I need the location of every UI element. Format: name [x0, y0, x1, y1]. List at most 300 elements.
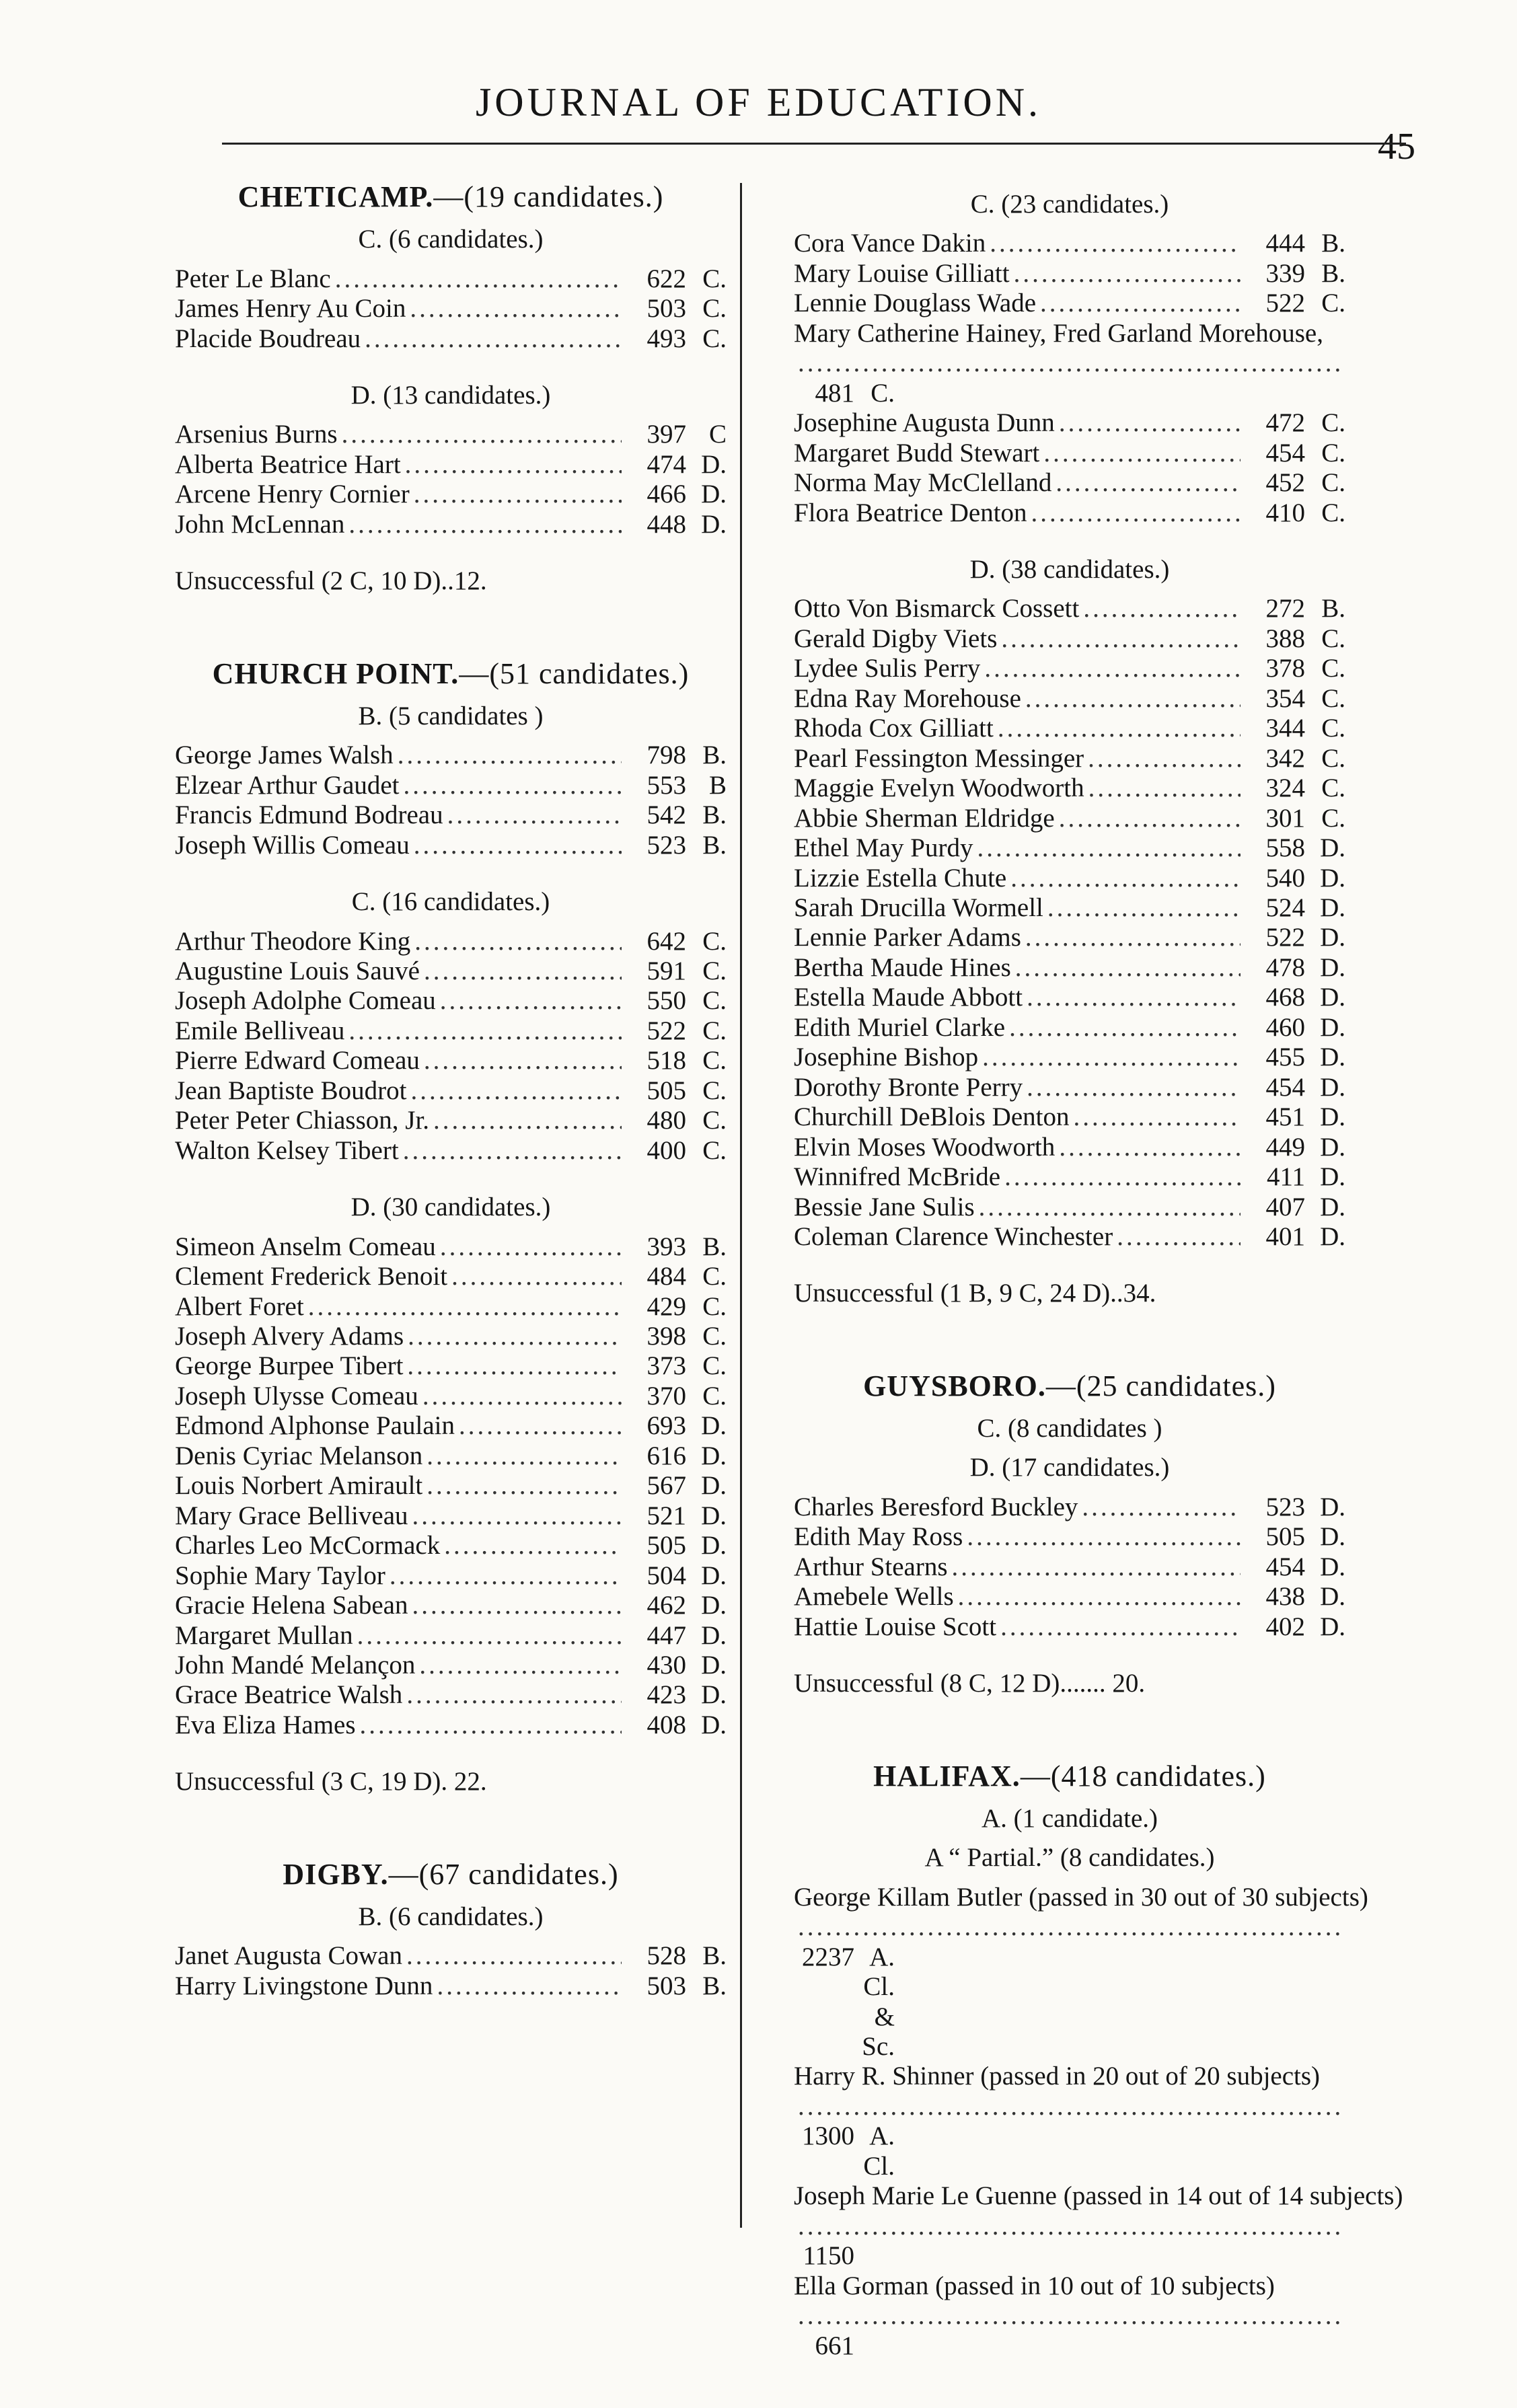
candidate-class: D. — [1320, 983, 1345, 1012]
candidate-score: 503 — [646, 1971, 686, 2000]
candidate-score: 503 — [646, 294, 686, 324]
candidate-class: C. — [1321, 683, 1345, 713]
candidate-list — [175, 1941, 727, 2001]
candidate-class: D. — [1320, 1492, 1345, 1521]
section-title — [794, 1369, 1345, 1403]
candidate-name: Amebele Wells — [794, 1582, 954, 1612]
candidate-name: Coleman Clarence Winchester — [794, 1221, 1113, 1251]
candidate-class: D. — [1320, 923, 1345, 952]
candidate-class: C — [708, 420, 727, 449]
candidate-score: 449 — [1265, 1132, 1305, 1162]
leader-dots — [977, 833, 1241, 863]
candidate-score: 478 — [1265, 952, 1305, 982]
right-column — [794, 180, 1403, 2408]
leader-dots — [984, 654, 1241, 683]
candidate-row — [794, 1552, 1345, 1582]
candidate-score: 402 — [1265, 1612, 1305, 1641]
candidate-class: D. — [1320, 1221, 1345, 1251]
candidate-score: 430 — [646, 1650, 686, 1680]
candidate-row — [794, 1882, 1368, 2062]
leader-dots — [419, 1651, 622, 1680]
leader-dots — [308, 1292, 622, 1322]
candidate-score: 401 — [1265, 1221, 1305, 1251]
candidate-score: 370 — [646, 1381, 686, 1410]
candidate-row — [794, 893, 1345, 923]
candidate-name: Harry R. Shinner (passed in 20 out of 20 subjects) — [794, 2062, 1321, 2091]
leader-dots — [357, 1621, 622, 1651]
candidate-name: Janet Augusta Cowan — [175, 1941, 402, 1971]
leader-dots — [1009, 1013, 1241, 1043]
candidate-score: 474 — [646, 449, 686, 479]
candidate-name: Augustine Louis Sauvé — [175, 956, 420, 986]
candidate-row — [175, 1046, 727, 1076]
candidate-name: Jean Baptiste Boudrot — [175, 1076, 407, 1105]
candidate-class: D. — [1320, 833, 1345, 863]
candidate-name: Estella Maude Abbott — [794, 983, 1023, 1012]
candidate-class: D. — [701, 480, 727, 509]
candidate-name: Joseph Adolphe Comeau — [175, 986, 436, 1016]
candidate-score: 505 — [646, 1531, 686, 1560]
candidate-score: 455 — [1265, 1043, 1305, 1072]
candidate-class: C. — [1321, 498, 1345, 527]
candidate-class: C. — [702, 1106, 727, 1135]
candidate-name: Clement Frederick Benoit — [175, 1262, 448, 1291]
grade-heading: D. (38 candidates.) — [969, 554, 1170, 584]
candidate-name: Harry Livingstone Dunn — [175, 1971, 433, 2000]
section-count: —(25 candidates.) — [1045, 1369, 1276, 1402]
candidate-row — [794, 2062, 1345, 2181]
candidate-name: Lennie Douglass Wade — [794, 289, 1037, 318]
candidate-row — [794, 983, 1345, 1012]
leader-dots — [398, 741, 622, 770]
candidate-name: Alberta Beatrice Hart — [175, 449, 401, 479]
candidate-class: C. — [1321, 654, 1345, 683]
section-title — [794, 1760, 1345, 1793]
candidate-name: James Henry Au Coin — [175, 294, 406, 324]
candidate-name: John Mandé Melançon — [175, 1650, 416, 1680]
candidate-score: 542 — [646, 800, 686, 830]
grade-heading: A. (1 candidate.) — [981, 1803, 1158, 1833]
candidate-row — [794, 1193, 1345, 1222]
candidate-score: 324 — [1265, 774, 1305, 803]
candidate-row — [175, 1016, 727, 1046]
leader-dots — [1000, 1612, 1241, 1642]
candidate-score: 591 — [646, 956, 686, 986]
candidate-name: Hattie Louise Scott — [794, 1612, 997, 1641]
candidate-class: B. — [1321, 258, 1345, 288]
candidate-class: D. — [1320, 1012, 1345, 1042]
candidate-score: 344 — [1265, 714, 1305, 743]
candidate-row — [175, 1710, 727, 1740]
candidate-row — [794, 624, 1345, 654]
leader-dots — [1015, 953, 1241, 983]
candidate-class: D. — [1320, 1522, 1345, 1552]
candidate-score: 454 — [1265, 1552, 1305, 1581]
candidate-name: Simeon Anselm Comeau — [175, 1232, 436, 1261]
candidate-name: Bertha Maude Hines — [794, 952, 1011, 982]
candidate-name: Charles Beresford Buckley — [794, 1492, 1078, 1521]
section-name: GUYSBORO. — [863, 1369, 1046, 1402]
candidate-name: Norma May McClelland — [794, 468, 1052, 498]
candidate-row — [794, 229, 1345, 258]
candidate-score: 272 — [1265, 594, 1305, 624]
candidate-name: Lennie Parker Adams — [794, 923, 1021, 952]
candidate-name: Mary Catherine Hainey, Fred Garland Morehouse, — [794, 318, 1323, 348]
leader-dots — [1010, 864, 1241, 893]
leader-dots — [440, 986, 622, 1016]
candidate-score: 550 — [646, 986, 686, 1016]
candidate-class: C. — [1321, 743, 1345, 773]
candidate-name: Sarah Drucilla Wormell — [794, 893, 1043, 922]
leader-dots — [406, 1680, 622, 1710]
candidate-row — [794, 2181, 1403, 2271]
candidate-score: 558 — [1265, 833, 1305, 863]
leader-dots — [424, 956, 622, 986]
candidate-score: 397 — [646, 420, 686, 449]
candidate-class: D. — [701, 449, 727, 479]
leader-dots — [1082, 1493, 1241, 1522]
candidate-name: Denis Cyriac Melanson — [175, 1441, 423, 1470]
candidate-list — [794, 594, 1345, 1252]
candidate-list — [175, 420, 727, 539]
candidate-class: C. — [1321, 803, 1345, 833]
candidate-score: 1300 — [802, 2121, 854, 2151]
candidate-score: 518 — [646, 1046, 686, 1076]
candidate-score: 393 — [646, 1232, 686, 1261]
leader-dots — [390, 1561, 622, 1591]
leader-dots — [982, 1043, 1241, 1072]
leader-dots — [405, 450, 622, 480]
candidate-class: C. — [702, 986, 727, 1016]
candidate-name: Flora Beatrice Denton — [794, 498, 1027, 527]
candidate-class: C. — [702, 1262, 727, 1291]
candidate-name: Pierre Edward Comeau — [175, 1046, 420, 1076]
candidate-row — [175, 510, 727, 539]
candidate-row — [794, 1073, 1345, 1102]
section-name: CHURCH POINT. — [212, 656, 459, 690]
candidate-row — [794, 1612, 1345, 1642]
candidate-name: Joseph Willis Comeau — [175, 830, 410, 860]
candidate-class: D. — [1320, 1102, 1345, 1132]
leader-dots — [967, 1522, 1241, 1552]
leader-dots — [1056, 468, 1241, 498]
candidate-score: 429 — [646, 1291, 686, 1321]
candidate-class: B — [708, 770, 727, 800]
candidate-class: C. — [1321, 468, 1345, 498]
candidate-name: Joseph Marie Le Guenne (passed in 14 out of 14 subjects) — [794, 2181, 1403, 2211]
candidate-row — [175, 1136, 727, 1166]
leader-dots — [414, 927, 622, 956]
candidate-class: C. — [871, 378, 895, 408]
candidate-class: D. — [701, 1501, 727, 1530]
candidate-row — [794, 744, 1345, 774]
candidate-class: C. — [1321, 289, 1345, 318]
candidate-class: D. — [1320, 1192, 1345, 1221]
candidate-name: Margaret Mullan — [175, 1620, 353, 1650]
leader-dots — [427, 1471, 622, 1501]
unsuccessful-summary: Unsuccessful (3 C, 19 D). 22. — [175, 1767, 487, 1797]
candidate-name: Walton Kelsey Tibert — [175, 1135, 399, 1165]
candidate-name: Edmond Alphonse Paulain — [175, 1411, 455, 1441]
section-gap — [175, 2028, 727, 2048]
candidate-name: Joseph Ulysse Comeau — [175, 1381, 418, 1410]
candidate-class: B. — [702, 830, 727, 860]
candidate-score: 505 — [1265, 1522, 1305, 1552]
leader-dots — [444, 1531, 622, 1560]
candidate-score: 798 — [646, 741, 686, 770]
candidate-score: 616 — [646, 1441, 686, 1470]
leader-dots — [459, 1411, 622, 1441]
candidate-score: 522 — [1265, 923, 1305, 952]
leader-dots — [404, 771, 622, 800]
candidate-class: D. — [701, 1471, 727, 1501]
candidate-score: 438 — [1265, 1582, 1305, 1612]
candidate-score: 407 — [1265, 1192, 1305, 1221]
candidate-score: 504 — [646, 1560, 686, 1590]
candidate-name: Placide Boudreau — [175, 324, 361, 353]
candidate-score: 354 — [1265, 683, 1305, 713]
candidate-row — [794, 468, 1345, 498]
candidate-row — [794, 864, 1345, 893]
candidate-row — [175, 771, 727, 800]
candidate-name: Joseph Alvery Adams — [175, 1322, 404, 1351]
leader-dots — [1059, 1133, 1241, 1162]
candidate-score: 451 — [1265, 1102, 1305, 1132]
candidate-row — [175, 480, 727, 509]
candidate-class: D. — [1320, 952, 1345, 982]
candidate-row — [794, 1133, 1345, 1162]
candidate-list — [175, 741, 727, 860]
leader-dots — [1083, 594, 1241, 624]
candidate-row — [794, 2271, 1345, 2361]
candidate-name: Maggie Evelyn Woodworth — [794, 774, 1084, 803]
candidate-score: 444 — [1265, 229, 1305, 258]
section-title — [175, 1858, 727, 1891]
leader-dots — [433, 1106, 622, 1135]
candidate-row — [175, 927, 727, 956]
candidate-row — [175, 956, 727, 986]
candidate-class: B. — [1321, 229, 1345, 258]
candidate-class: D. — [701, 1411, 727, 1441]
grade-heading: B. (6 candidates.) — [358, 1902, 544, 1931]
section-name: HALIFAX. — [873, 1759, 1021, 1793]
leader-dots — [798, 2301, 1341, 2331]
candidate-row — [794, 259, 1345, 289]
candidate-score: 505 — [646, 1076, 686, 1105]
candidate-name: Albert Foret — [175, 1291, 304, 1321]
leader-dots — [1043, 439, 1241, 468]
candidate-class: C. — [702, 926, 727, 956]
leader-dots — [407, 1351, 622, 1381]
candidate-name: Margaret Budd Stewart — [794, 438, 1040, 467]
leader-dots — [365, 324, 622, 354]
candidate-row — [794, 923, 1345, 952]
candidate-score: 410 — [1265, 498, 1305, 527]
candidate-score: 466 — [646, 480, 686, 509]
leader-dots — [1088, 744, 1241, 774]
candidate-row — [175, 1651, 727, 1680]
leader-dots — [1031, 498, 1241, 528]
candidate-class: D. — [701, 1591, 727, 1620]
candidate-name: Edith May Ross — [794, 1522, 963, 1552]
leader-dots — [410, 1076, 622, 1106]
leader-dots — [424, 1046, 622, 1076]
candidate-name: George Killam Butler (passed in 30 out of 30 subjects) — [794, 1882, 1368, 1912]
candidate-name: Louis Norbert Amirault — [175, 1471, 423, 1501]
candidate-row — [175, 1411, 727, 1441]
candidate-score: 661 — [815, 2331, 854, 2360]
leader-dots — [360, 1710, 622, 1740]
candidate-score: 448 — [646, 509, 686, 539]
candidate-row — [175, 1351, 727, 1381]
candidate-score: 481 — [815, 378, 854, 408]
page-number: 45 — [1378, 126, 1415, 167]
candidate-list — [175, 264, 727, 354]
candidate-name: Ella Gorman (passed in 10 out of 10 subjects) — [794, 2271, 1275, 2300]
candidate-score: 342 — [1265, 743, 1305, 773]
leader-dots — [437, 1971, 622, 2001]
candidate-score: 642 — [646, 926, 686, 956]
leader-dots — [440, 1232, 622, 1262]
candidate-row — [794, 774, 1345, 803]
candidate-class: D. — [1320, 1132, 1345, 1162]
candidate-score: 622 — [646, 264, 686, 293]
candidate-score: 388 — [1265, 624, 1305, 653]
grade-heading: D. (17 candidates.) — [969, 1453, 1170, 1482]
section-count: —(418 candidates.) — [1020, 1759, 1266, 1793]
candidate-name: Otto Von Bismarck Cossett — [794, 594, 1080, 624]
candidate-score: 1150 — [803, 2241, 854, 2271]
candidate-score: 447 — [646, 1620, 686, 1650]
candidate-name: Charles Leo McCormack — [175, 1531, 441, 1560]
candidate-class: A. Cl. & Sc. — [862, 1942, 895, 2061]
candidate-class: D. — [701, 1620, 727, 1650]
candidate-class: D. — [1320, 1552, 1345, 1581]
candidate-score: 522 — [646, 1016, 686, 1045]
candidate-score: 524 — [1265, 893, 1305, 922]
leader-dots — [990, 229, 1241, 258]
candidate-name: Mary Louise Gilliatt — [794, 258, 1010, 288]
candidate-class: D. — [1320, 1612, 1345, 1641]
candidate-class: C. — [1321, 438, 1345, 467]
leader-dots — [1014, 259, 1241, 289]
candidate-row — [794, 684, 1345, 714]
candidate-class: D. — [701, 1560, 727, 1590]
leader-dots — [1001, 624, 1241, 654]
grade-heading: B. (5 candidates ) — [358, 701, 544, 730]
candidate-class: D. — [701, 1650, 727, 1680]
section-name: DIGBY. — [283, 1857, 389, 1891]
header-rule — [222, 143, 1406, 145]
candidate-class: B. — [1321, 594, 1345, 624]
candidate-score: 454 — [1265, 438, 1305, 467]
leader-dots — [798, 2212, 1341, 2241]
candidate-row — [175, 1076, 727, 1106]
candidate-row — [794, 1162, 1345, 1192]
candidate-row — [175, 1591, 727, 1620]
leader-dots — [403, 1136, 622, 1166]
candidate-score: 528 — [646, 1941, 686, 1971]
candidate-row — [175, 1441, 727, 1471]
candidate-score: 484 — [646, 1262, 686, 1291]
candidate-class: D. — [1320, 863, 1345, 893]
candidate-row — [794, 1222, 1345, 1252]
candidate-list — [175, 1232, 727, 1741]
candidate-name: Elzear Arthur Gaudet — [175, 770, 400, 800]
candidate-score: 373 — [646, 1351, 686, 1381]
candidate-name: Ethel May Purdy — [794, 833, 973, 863]
candidate-class: D. — [701, 509, 727, 539]
candidate-class: D. — [1320, 1162, 1345, 1192]
candidate-class: D. — [1320, 1582, 1345, 1612]
grade-heading: C. (8 candidates ) — [977, 1414, 1162, 1443]
candidate-row — [175, 1382, 727, 1411]
journal-title: JOURNAL OF EDUCATION. — [475, 80, 1042, 124]
candidate-row — [794, 1493, 1345, 1522]
candidate-row — [175, 1106, 727, 1135]
candidate-name: Josephine Augusta Dunn — [794, 408, 1055, 438]
candidate-name: Winnifred McBride — [794, 1162, 1001, 1192]
candidate-score: 400 — [646, 1135, 686, 1165]
candidate-class: C. — [1321, 408, 1345, 438]
candidate-name: Churchill DeBlois Denton — [794, 1102, 1070, 1132]
leader-dots — [798, 2092, 1341, 2121]
candidate-score: 301 — [1265, 803, 1305, 833]
leader-dots — [406, 1941, 622, 1971]
candidate-row — [175, 324, 727, 354]
candidate-name: John McLennan — [175, 509, 345, 539]
leader-dots — [952, 1552, 1241, 1582]
candidate-name: Lydee Sulis Perry — [794, 654, 981, 683]
left-column — [175, 180, 727, 2048]
leader-dots — [1047, 893, 1241, 923]
candidate-name: Peter Le Blanc — [175, 264, 331, 293]
candidate-name: Lizzie Estella Chute — [794, 863, 1007, 893]
candidate-name: Arsenius Burns — [175, 420, 338, 449]
candidate-row — [175, 1501, 727, 1531]
candidate-name: Arthur Stearns — [794, 1552, 948, 1581]
candidate-class: C. — [702, 294, 727, 324]
candidate-class: B. — [702, 1232, 727, 1261]
candidate-class: C. — [702, 1381, 727, 1410]
leader-dots — [958, 1582, 1241, 1612]
candidate-list — [794, 1882, 1403, 2361]
candidate-list — [175, 927, 727, 1166]
grade-heading: C. (16 candidates.) — [351, 887, 550, 917]
leader-dots — [410, 294, 622, 324]
candidate-name: Josephine Bishop — [794, 1043, 979, 1072]
candidate-class: D. — [701, 1441, 727, 1470]
candidate-name: Abbie Sherman Eldridge — [794, 803, 1055, 833]
candidate-row — [175, 1471, 727, 1501]
candidate-row — [794, 594, 1345, 624]
leader-dots — [1059, 804, 1241, 833]
section-gap — [794, 2388, 1345, 2408]
candidate-class: C. — [702, 1291, 727, 1321]
leader-dots — [1025, 684, 1241, 714]
candidate-row — [175, 1531, 727, 1560]
candidate-score: 339 — [1265, 258, 1305, 288]
leader-dots — [1027, 983, 1241, 1012]
leader-dots — [798, 348, 1341, 378]
candidate-class: D. — [701, 1680, 727, 1710]
candidate-class: C. — [702, 1351, 727, 1381]
leader-dots — [414, 480, 622, 509]
candidate-name: Elvin Moses Woodworth — [794, 1132, 1056, 1162]
candidate-name: Gerald Digby Viets — [794, 624, 998, 653]
leader-dots — [1027, 1073, 1241, 1102]
candidate-name: George Burpee Tibert — [175, 1351, 404, 1381]
